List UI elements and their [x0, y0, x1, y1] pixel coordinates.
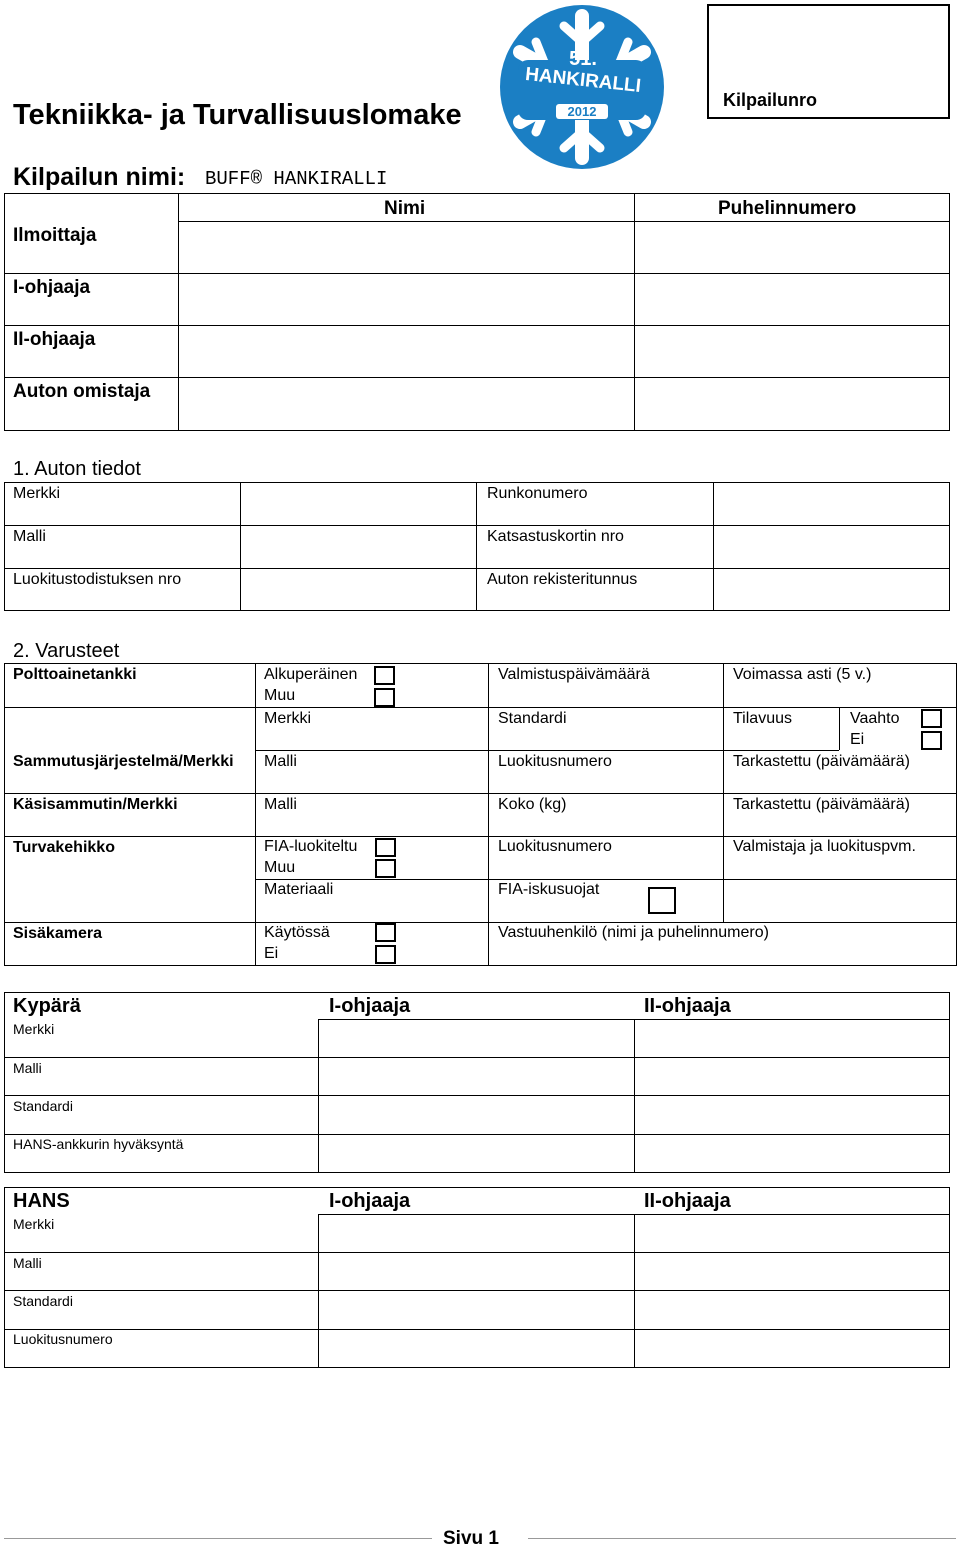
label-kasisammutin: Käsisammutin/Merkki [13, 796, 178, 813]
label-malli-kasisammutin: Malli [264, 796, 297, 813]
label-polttoainetankki: Polttoainetankki [13, 666, 137, 683]
section-heading-auton-tiedot: 1. Auton tiedot [13, 458, 141, 480]
label-valmistaja: Valmistaja ja luokituspvm. [733, 838, 916, 855]
varusteet-table [4, 663, 957, 966]
section-heading-varusteet: 2. Varusteet [13, 640, 120, 662]
row-label-ii-ohjaaja: II-ohjaaja [13, 329, 96, 350]
label-koko: Koko (kg) [498, 796, 567, 813]
checkbox-fia-luokiteltu[interactable] [375, 838, 396, 857]
hans-row-standardi: Standardi [13, 1293, 73, 1309]
label-sisakamera: Sisäkamera [13, 925, 102, 942]
label-vastuuhenkilo: Vastuuhenkilö (nimi ja puhelinnumero) [498, 924, 769, 941]
label-muu-kehikko: Muu [264, 859, 296, 876]
hans-col-ii-ohjaaja: II-ohjaaja [644, 1190, 731, 1212]
kilpailunro-label: Kilpailunro [723, 90, 817, 110]
row-label-auton-omistaja: Auton omistaja [13, 381, 151, 402]
logo-name: HANKIRALLI [524, 63, 642, 98]
kilpailun-nimi-label: Kilpailun nimi: [13, 163, 186, 191]
label-fia-luokiteltu: FIA-luokiteltu [264, 838, 358, 855]
checkbox-vaahto[interactable] [921, 709, 942, 728]
page-title: Tekniikka- ja Turvallisuuslomake [13, 99, 462, 131]
checkbox-alkuperainen[interactable] [374, 666, 395, 685]
label-rekisteritunnus: Auton rekisteritunnus [487, 571, 638, 588]
hans-row-malli: Malli [13, 1255, 42, 1271]
label-alkuperainen: Alkuperäinen [264, 666, 358, 683]
label-standardi-tankki: Standardi [498, 710, 567, 727]
hans-heading: HANS [13, 1190, 70, 1212]
label-luokitustodistus: Luokitustodistuksen nro [13, 571, 182, 588]
page-number: Sivu 1 [443, 1528, 499, 1549]
label-ei-kamera: Ei [264, 945, 279, 962]
kypara-row-hans-ankkuri: HANS-ankkurin hyväksyntä [13, 1136, 184, 1152]
kilpailunro-box[interactable] [707, 4, 950, 119]
label-katsastuskortti: Katsastuskortin nro [487, 528, 624, 545]
kypara-heading: Kypärä [13, 995, 81, 1017]
checkbox-muu-kehikko[interactable] [375, 859, 396, 878]
label-luokitusnumero-kehikko: Luokitusnumero [498, 838, 612, 855]
kypara-col-ii-ohjaaja: II-ohjaaja [644, 995, 731, 1017]
label-kaytossa: Käytössä [264, 924, 330, 941]
label-tarkastettu-kasisammutin: Tarkastettu (päivämäärä) [733, 796, 910, 813]
hans-row-luokitusnumero: Luokitusnumero [13, 1331, 113, 1347]
label-muu-tankki: Muu [264, 687, 296, 704]
label-materiaali: Materiaali [264, 881, 334, 898]
footer-rule-left [4, 1538, 432, 1539]
kypara-col-i-ohjaaja: I-ohjaaja [329, 995, 411, 1017]
checkbox-ei-kamera[interactable] [375, 945, 396, 964]
label-tilavuus: Tilavuus [733, 710, 792, 727]
kypara-row-malli: Malli [13, 1060, 42, 1076]
label-vaahto: Vaahto [850, 710, 900, 727]
label-ei-vaahto: Ei [850, 731, 865, 748]
label-merkki-tankki: Merkki [264, 710, 312, 727]
checkbox-fia-iskusuojat[interactable] [648, 887, 676, 914]
logo-number: 51. [569, 48, 597, 70]
checkbox-ei-vaahto[interactable] [921, 731, 942, 750]
footer-rule-right [528, 1538, 956, 1539]
kilpailun-nimi-value: BUFF® HANKIRALLI [205, 168, 388, 190]
checkbox-muu-tankki[interactable] [374, 688, 395, 707]
row-label-ilmoittaja: Ilmoittaja [13, 225, 97, 246]
auton-tiedot-table [4, 482, 950, 611]
label-voimassa: Voimassa asti (5 v.) [733, 666, 872, 683]
kypara-row-merkki: Merkki [13, 1021, 55, 1037]
label-merkki: Merkki [13, 485, 61, 502]
label-malli-sammutus: Malli [264, 753, 297, 770]
hans-col-i-ohjaaja: I-ohjaaja [329, 1190, 411, 1212]
kypara-row-standardi: Standardi [13, 1098, 73, 1114]
row-label-i-ohjaaja: I-ohjaaja [13, 277, 91, 298]
logo-year: 2012 [556, 104, 608, 119]
hans-row-merkki: Merkki [13, 1216, 55, 1232]
label-runkonumero: Runkonumero [487, 485, 588, 502]
col-header-nimi: Nimi [384, 198, 426, 219]
label-luokitusnumero-sammutus: Luokitusnumero [498, 753, 612, 770]
label-sammutusjarjestelma: Sammutusjärjestelmä/Merkki [13, 753, 234, 770]
label-valmistuspaiva: Valmistuspäivämäärä [498, 666, 650, 683]
checkbox-kaytossa[interactable] [375, 923, 396, 942]
label-malli: Malli [13, 528, 46, 545]
label-tarkastettu-sammutus: Tarkastettu (päivämäärä) [733, 753, 910, 770]
label-turvakehikko: Turvakehikko [13, 839, 115, 856]
col-header-puhelin: Puhelinnumero [718, 198, 857, 219]
label-fia-iskusuojat: FIA-iskusuojat [498, 881, 600, 898]
event-logo [498, 4, 666, 170]
